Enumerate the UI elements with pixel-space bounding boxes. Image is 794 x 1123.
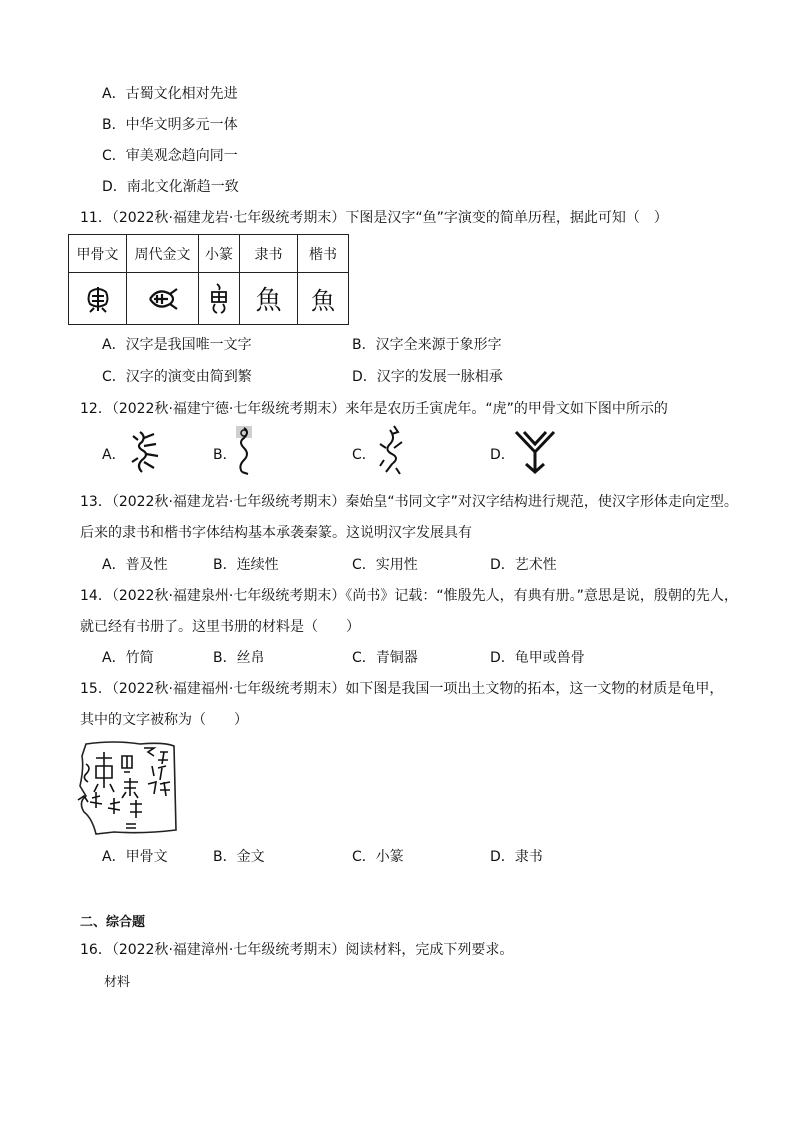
q15-line-2: 其中的文字被称为（ ）: [80, 712, 248, 728]
tiger-oracle-glyph-a: [130, 428, 164, 476]
q12-option-b-letter: B．: [213, 447, 237, 463]
table-header-bronze: 周代金文: [127, 235, 199, 273]
q14-line-1: 14．（2022秋·福建泉州·七年级统考期末）《尚书》记载：“惟殷先人，有典有册。”意思是说，殷朝的先人，: [80, 588, 738, 604]
tiger-oracle-glyph-b: [232, 424, 256, 476]
small-seal-fish-glyph: [199, 273, 240, 325]
section-heading: 二、综合题: [80, 915, 146, 930]
q15-line-1: 15．（2022秋·福建福州·七年级统考期末）如下图是我国一项出土文物的拓本，这一文物的材质是龟甲，: [80, 681, 724, 697]
q10-option-c: C．审美观念趋向同一: [102, 148, 238, 164]
table-header-small-seal: 小篆: [199, 235, 240, 273]
q13-option-b: B．连续性: [213, 557, 279, 573]
q14-option-a: A．竹简: [102, 650, 154, 666]
q15-option-c: C．小篆: [352, 849, 404, 865]
q11-option-a: A．汉字是我国唯一文字: [102, 337, 252, 353]
fish-evolution-table: [68, 234, 349, 325]
q14-option-b: B．丝帛: [213, 650, 265, 666]
bronze-fish-glyph: [127, 273, 199, 325]
q13-option-a: A．普及性: [102, 557, 168, 573]
q14-line-2: 就已经有书册了。这里书册的材料是（ ）: [80, 619, 360, 635]
q14-option-c: C．青铜器: [352, 650, 418, 666]
table-header-oracle: 甲骨文: [69, 235, 127, 273]
tiger-oracle-glyph-c: [376, 424, 406, 476]
regular-fish-glyph: 魚: [298, 273, 349, 325]
q10-option-b: B．中华文明多元一体: [102, 117, 238, 133]
q16-stem: 16．（2022秋·福建漳州·七年级统考期末）阅读材料，完成下列要求。: [80, 942, 514, 958]
q15-option-d: D．隶书: [490, 849, 543, 865]
clerical-fish-glyph: 魚: [240, 273, 298, 325]
tiger-oracle-glyph-d: [512, 428, 558, 474]
q15-option-a: A．甲骨文: [102, 849, 168, 865]
oracle-bone-rubbing-image: [74, 738, 180, 838]
q11-option-c: C．汉字的演变由简到繁: [102, 369, 252, 385]
q10-option-d: D．南北文化渐趋一致: [102, 179, 239, 195]
q14-option-d: D．龟甲或兽骨: [490, 650, 585, 666]
q11-stem: 11．（2022秋·福建龙岩·七年级统考期末）下图是汉字“鱼”字演变的简单历程，据此可知（ ）: [80, 210, 668, 226]
q13-line-2: 后来的隶书和楷书字体结构基本承袭秦篆。这说明汉字发展具有: [80, 525, 472, 541]
q13-option-c: C．实用性: [352, 557, 418, 573]
q10-option-a: A．古蜀文化相对先进: [102, 86, 238, 102]
q12-option-d-letter: D．: [490, 447, 515, 463]
oracle-fish-glyph: [69, 273, 127, 325]
q15-option-b: B．金文: [213, 849, 265, 865]
q11-option-d: D．汉字的发展一脉相承: [352, 369, 503, 385]
q13-option-d: D．艺术性: [490, 557, 557, 573]
q11-option-b: B．汉字全来源于象形字: [352, 337, 502, 353]
q13-line-1: 13．（2022秋·福建龙岩·七年级统考期末）秦始皇“书同文字”对汉字结构进行规范，使汉字形体走向定型。: [80, 494, 738, 510]
q12-stem: 12．（2022秋·福建宁德·七年级统考期末）来年是农历壬寅虎年。“虎”的甲骨文如下图中所示的: [80, 401, 668, 417]
material-label: 材料: [104, 975, 131, 990]
table-header-regular: 楷书: [298, 235, 349, 273]
table-header-clerical: 隶书: [240, 235, 298, 273]
q12-option-a-letter: A．: [102, 447, 126, 463]
q12-option-c-letter: C．: [352, 447, 376, 463]
